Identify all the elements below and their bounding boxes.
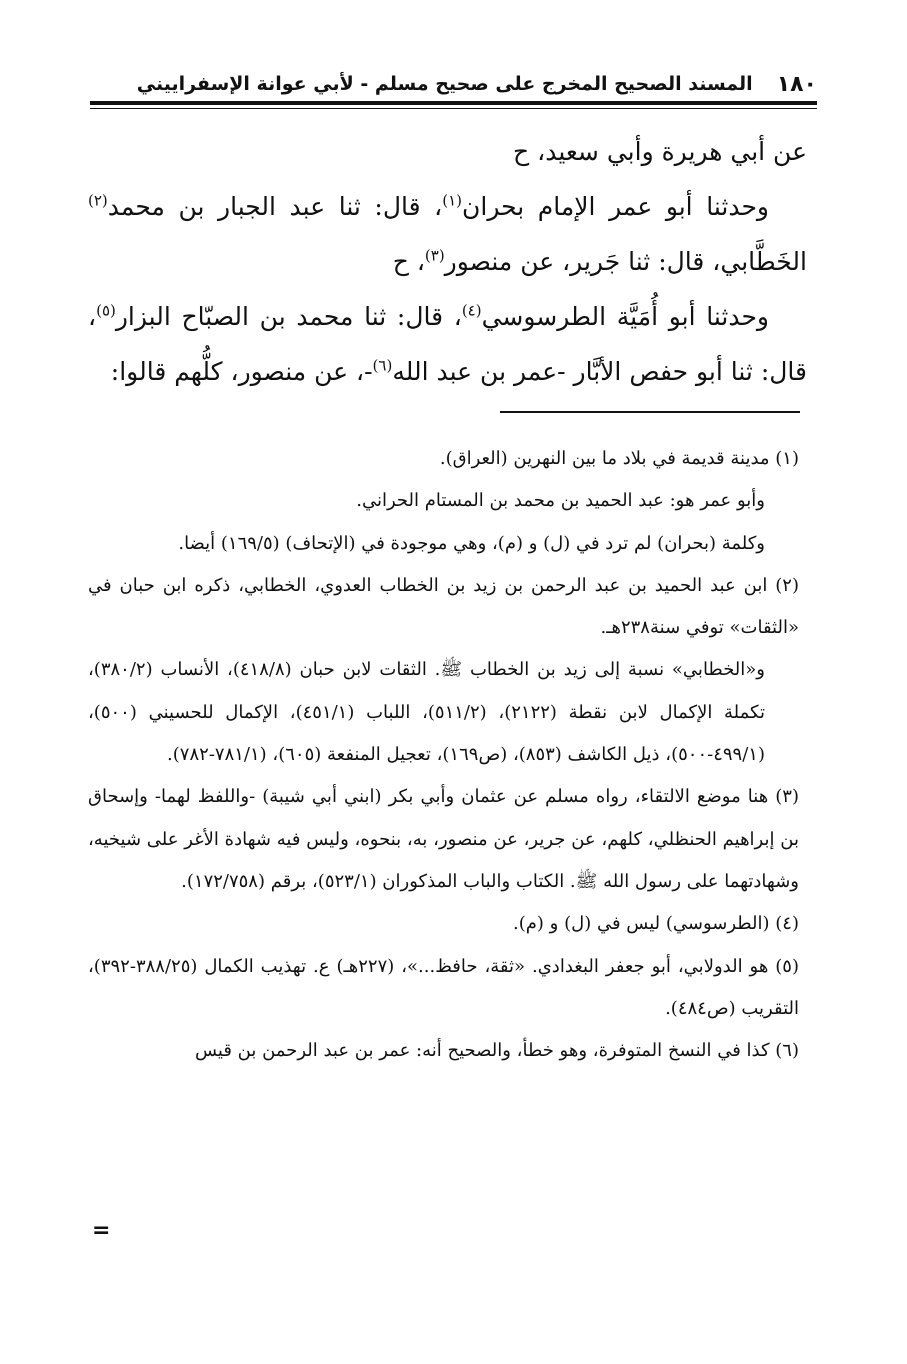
footnote-ref-1: (١) xyxy=(442,191,463,210)
main-line-1: عن أبي هريرة وأبي سعيد، ح xyxy=(513,137,807,166)
footnote-separator xyxy=(500,411,800,413)
page-number: ١٨٠ xyxy=(776,71,817,97)
running-header xyxy=(90,66,817,102)
footnote-ref-6: (٦) xyxy=(372,356,393,375)
footnote-5: (٥) هو الدولابي، أبو جعفر البغدادي. «ثقة، حافظ...»، (٢٢٧هـ) ع. تهذيب الكمال (٣٨٨/٢٥-٣٩٢)، التقريب (ص٤٨٤). xyxy=(88,955,799,1019)
footnotes xyxy=(88,438,799,1072)
footnote-2: (٢) ابن عبد الحميد بن عبد الرحمن بن زيد بن الخطاب العدوي، الخطابي، ذكره ابن حبان في «الثقات» توفي سنة٢٣٨هـ. xyxy=(88,574,799,639)
running-title: المسند الصحيح المخرج على صحيح مسلم - لأبي عوانة الإسفراييني xyxy=(136,73,753,95)
footnote-ref-4: (٤) xyxy=(461,301,482,320)
footnote-1-continued-a: وأبو عمر هو: عبد الحميد بن محمد بن المستام الحراني. xyxy=(356,490,765,512)
main-paragraph-3: وحدثنا أبو أُمَيَّة الطرسوسي$^{(٤)}$، قال: ثنا محمد بن الصبّاح البزار$^{(٥)}$، قال: ثنا أبو حفص الأبَّار -عمر بن عبد الله$^{(٦)}$-، عن منصور، كلُّهم قالوا: xyxy=(88,301,807,386)
footnote-6: (٦) كذا في النسخ المتوفرة، وهو خطأ، والصحيح أنه: عمر بن عبد الرحمن بن قيس xyxy=(194,1040,799,1062)
footnote-3: (٣) هنا موضع الالتقاء، رواه مسلم عن عثمان وأبي بكر (ابني أبي شيبة) -واللفظ لهما- وإسحاق بن إبراهيم الحنظلي، كلهم، عن جرير، عن منصور، به، بنحوه، وليس فيه شهادة الأغر على شيخيه، وشهادتهما على رسول الله ﷺ. الكتاب والباب المذكوران (٥٢٣/١)، برقم (١٧٢/٧٥٨). xyxy=(88,786,799,892)
footnote-1-continued-b: وكلمة (بحران) لم ترد في (ل) و (م)، وهي موجودة في (الإتحاف) (١٦٩/٥) أيضا. xyxy=(178,532,765,554)
footnote-2-continued: و«الخطابي» نسبة إلى زيد بن الخطاب ﷺ. الثقات لابن حبان (٤١٨/٨)، الأنساب (٣٨٠/٢)، تكملة الإكمال لابن نقطة (٢١٢٢)، (٥١١/٢)، اللباب (٤٥١/١)، الإكمال للحسيني (٥٠٠)، (٤٩٩/١-٥٠٠)، ذيل الكاشف (٨٥٣)، (ص١٦٩)، تعجيل المنفعة (٦٠٥)، (٧٨١/١-٧٨٢). xyxy=(88,659,766,766)
main-text xyxy=(88,124,807,399)
header-rule-thin xyxy=(90,108,817,109)
header-rule-thick xyxy=(90,101,817,105)
continuation-mark: = xyxy=(92,1218,111,1243)
footnote-1: (١) مدينة قديمة في بلاد ما بين النهرين (العراق). xyxy=(439,448,799,469)
footnote-ref-3: (٣) xyxy=(424,246,445,265)
footnote-4: (٤) (الطرسوسي) ليس في (ل) و (م). xyxy=(513,913,799,935)
footnote-ref-2: (٢) xyxy=(88,191,108,210)
footnote-ref-5: (٥) xyxy=(96,301,116,320)
main-paragraph-2: وحدثنا أبو عمر الإمام بحران$^{(١)}$، قال: ثنا عبد الجبار بن محمد$^{(٢)}$ الخَطَّابي، قال: ثنا جَرير، عن منصور$^{(٣)}$، ح xyxy=(88,191,807,276)
